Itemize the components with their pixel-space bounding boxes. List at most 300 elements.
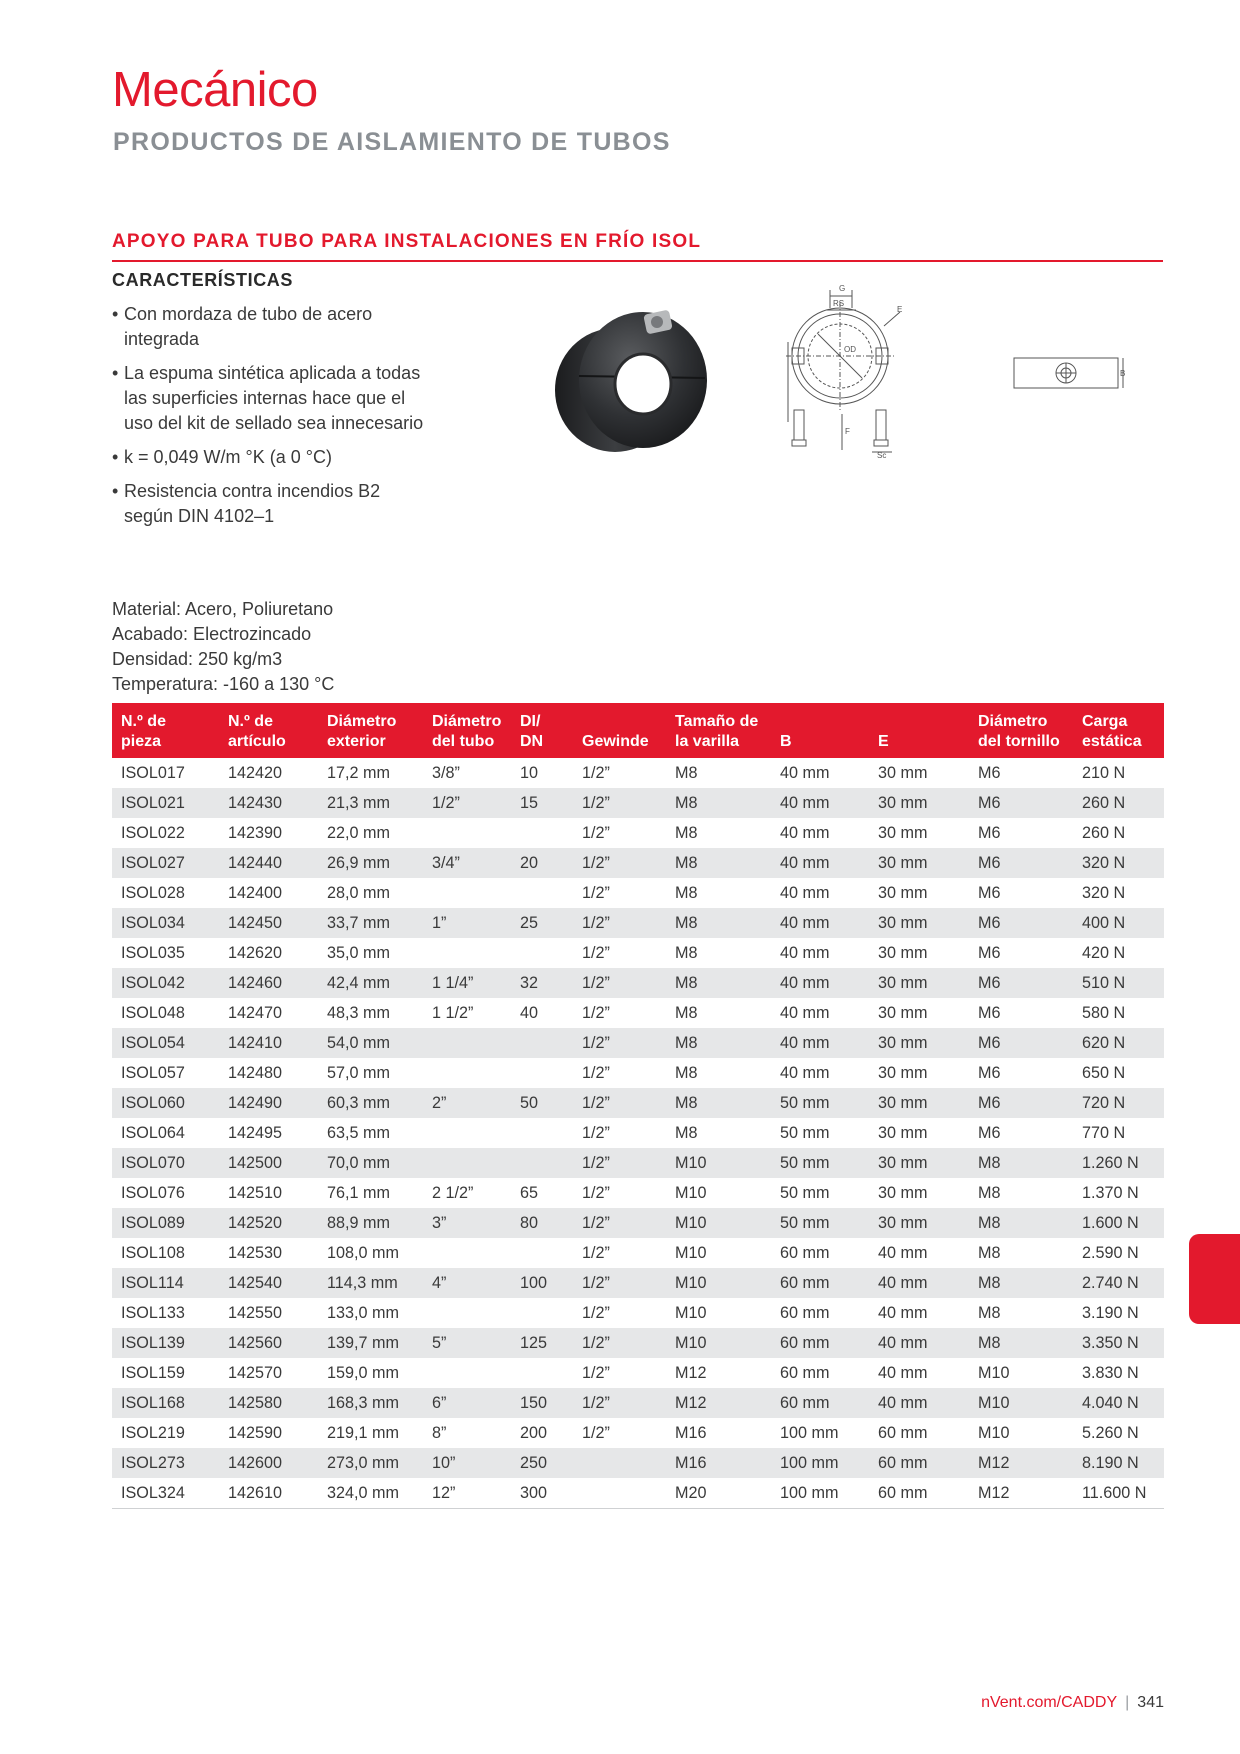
table-cell: 30 mm: [878, 1184, 928, 1202]
table-cell: M8: [675, 1064, 698, 1082]
spec-density: Densidad: 250 kg/m3: [112, 649, 283, 669]
table-cell: ISOL017: [121, 764, 185, 782]
table-cell: 57,0 mm: [327, 1064, 390, 1082]
table-cell: M8: [978, 1244, 1001, 1262]
table-cell: M10: [666, 1328, 771, 1358]
table-cell: 3.190 N: [1082, 1304, 1139, 1322]
table-cell: M8: [666, 908, 771, 938]
bullet-icon: •: [112, 304, 119, 324]
table-cell: M6: [969, 788, 1073, 818]
table-cell: 40 mm: [771, 908, 869, 938]
table-cell: 1”: [423, 908, 511, 938]
table-cell: 1/2”: [573, 848, 666, 878]
table-cell: 142570: [228, 1364, 283, 1382]
table-cell: 10”: [423, 1448, 511, 1478]
table-cell: M6: [969, 1028, 1073, 1058]
table-cell: 273,0 mm: [318, 1448, 423, 1478]
feature-item: • Con mordaza de tubo de acero integrada: [112, 304, 373, 349]
page-footer: [981, 1694, 1164, 1712]
table-cell: [511, 1118, 573, 1148]
table-cell: 26,9 mm: [318, 848, 423, 878]
table-header-cell: B: [771, 703, 869, 758]
table-cell: 8”: [432, 1424, 447, 1442]
table-cell: 1/2”: [582, 1244, 610, 1262]
table-cell: ISOL035: [121, 944, 185, 962]
table-cell: 1.370 N: [1082, 1184, 1139, 1202]
table-cell: 30 mm: [878, 944, 928, 962]
table-header-cell: Gewinde: [573, 703, 666, 758]
table-cell: 5.260 N: [1082, 1424, 1139, 1442]
table-cell: 40 mm: [771, 1028, 869, 1058]
table-cell: 5”: [423, 1328, 511, 1358]
feature-item: • La espuma sintética aplicada a todas las superficies internas hace que el uso del kit de sellado sea innecesario: [112, 363, 424, 433]
spec-material: Material: Acero, Poliuretano: [112, 599, 334, 619]
table-cell: 142520: [219, 1208, 318, 1238]
table-cell: 1/2”: [573, 1208, 666, 1238]
table-cell: [511, 1238, 573, 1268]
spec-finish: Acabado: Electrozincado: [112, 624, 312, 644]
table-cell: 30 mm: [878, 884, 928, 902]
table-row: [112, 998, 1164, 1028]
table-cell: 30 mm: [878, 1064, 928, 1082]
table-cell: 1/2”: [573, 1088, 666, 1118]
table-cell: 60 mm: [869, 1448, 969, 1478]
table-cell: 60 mm: [869, 1478, 969, 1509]
table-cell: M8: [666, 848, 771, 878]
table-cell: M10: [675, 1304, 707, 1322]
table-cell: ISOL054: [112, 1028, 219, 1058]
table-cell: [423, 878, 511, 908]
table-cell: 142560: [219, 1328, 318, 1358]
table-cell: 100 mm: [780, 1424, 839, 1442]
table-cell: 80: [511, 1208, 573, 1238]
table-cell: ISOL324: [112, 1478, 219, 1509]
table-cell: ISOL089: [112, 1208, 219, 1238]
table-cell: M16: [666, 1448, 771, 1478]
table-cell: 1/2”: [423, 788, 511, 818]
table-cell: 25: [511, 908, 573, 938]
table-cell: 30 mm: [869, 1148, 969, 1178]
table-cell: 1/2”: [582, 1004, 610, 1022]
table-cell: 420 N: [1082, 944, 1126, 962]
side-view-drawing: [1010, 352, 1130, 394]
table-cell: 1/2”: [573, 1028, 666, 1058]
table-cell: 54,0 mm: [318, 1028, 423, 1058]
table-cell: 48,3 mm: [327, 1004, 390, 1022]
table-cell: 168,3 mm: [318, 1388, 423, 1418]
table-cell: ISOL108: [121, 1244, 185, 1262]
table-cell: 30 mm: [869, 1028, 969, 1058]
table-header-cell: E: [869, 703, 969, 758]
table-cell: ISOL027: [112, 848, 219, 878]
table-cell: 21,3 mm: [318, 788, 423, 818]
table-cell: 100: [511, 1268, 573, 1298]
table-header-cell: Tamaño de la varilla: [666, 703, 771, 758]
bullet-icon: •: [112, 481, 119, 501]
table-cell: 17,2 mm: [327, 764, 390, 782]
table-cell: 35,0 mm: [327, 944, 390, 962]
table-cell: M10: [675, 1244, 707, 1262]
table-cell: 142420: [228, 764, 283, 782]
table-row: [112, 1298, 1164, 1328]
footer-separator: |: [1125, 1694, 1130, 1711]
table-header-cell: N.º de pieza: [112, 703, 219, 758]
table-cell: ISOL064: [121, 1124, 185, 1142]
table-row: [112, 1028, 1164, 1058]
table-cell: 1/2”: [573, 908, 666, 938]
table-cell: ISOL042: [112, 968, 219, 998]
table-cell: M6: [978, 764, 1001, 782]
table-cell: M8: [969, 1148, 1073, 1178]
material-specs: [112, 597, 334, 697]
table-cell: 88,9 mm: [318, 1208, 423, 1238]
table-cell: [423, 1058, 511, 1088]
table-cell: 324,0 mm: [318, 1478, 423, 1509]
table-cell: 108,0 mm: [327, 1244, 399, 1262]
table-cell: 50 mm: [780, 1124, 830, 1142]
table-cell: 20: [511, 848, 573, 878]
table-cell: 40 mm: [780, 1004, 830, 1022]
table-cell: 142500: [219, 1148, 318, 1178]
table-cell: M8: [969, 1268, 1073, 1298]
table-cell: M6: [978, 944, 1001, 962]
table-cell: [511, 1058, 573, 1088]
table-cell: M10: [978, 1364, 1010, 1382]
table-cell: 50 mm: [771, 1148, 869, 1178]
table-cell: 133,0 mm: [327, 1304, 399, 1322]
table-cell: [423, 1028, 511, 1058]
front-view-drawing: [780, 282, 910, 462]
table-cell: 1/2”: [582, 1364, 610, 1382]
table-cell: 30 mm: [878, 764, 928, 782]
footer-website-link[interactable]: nVent.com/CADDY: [981, 1694, 1118, 1711]
table-cell: 1/2”: [582, 884, 610, 902]
table-cell: ISOL219: [121, 1424, 185, 1442]
table-cell: ISOL159: [121, 1364, 185, 1382]
table-cell: 260 N: [1073, 788, 1164, 818]
table-row: [112, 1328, 1164, 1358]
product-photo: [545, 300, 715, 460]
table-cell: 1 1/2”: [432, 1004, 474, 1022]
table-cell: M10: [666, 1148, 771, 1178]
table-cell: 1.260 N: [1073, 1148, 1164, 1178]
table-cell: 142530: [228, 1244, 283, 1262]
table-cell: 400 N: [1073, 908, 1164, 938]
table-cell: 40 mm: [869, 1388, 969, 1418]
table-cell: ISOL070: [112, 1148, 219, 1178]
dim-label-g: G: [839, 284, 846, 293]
table-cell: ISOL133: [121, 1304, 185, 1322]
table-header-row: [112, 703, 1164, 758]
table-cell: ISOL114: [112, 1268, 219, 1298]
table-cell: ISOL076: [121, 1184, 185, 1202]
table-cell: 8.190 N: [1073, 1448, 1164, 1478]
product-table: [112, 703, 1164, 1509]
table-cell: 142510: [228, 1184, 283, 1202]
table-cell: M20: [666, 1478, 771, 1509]
table-cell: 114,3 mm: [318, 1268, 423, 1298]
page-number: 341: [1137, 1694, 1164, 1711]
table-cell: 6”: [423, 1388, 511, 1418]
table-cell: 142490: [219, 1088, 318, 1118]
table-cell: 30 mm: [869, 1208, 969, 1238]
table-cell: 2 1/2”: [432, 1184, 474, 1202]
table-cell: [573, 1478, 666, 1509]
table-cell: 210 N: [1082, 764, 1126, 782]
table-cell: 40 mm: [771, 848, 869, 878]
table-row: [112, 1088, 1164, 1118]
table-cell: 60 mm: [771, 1328, 869, 1358]
table-cell: 142550: [228, 1304, 283, 1322]
table-cell: [423, 1298, 511, 1328]
table-cell: 3.830 N: [1082, 1364, 1139, 1382]
table-cell: [511, 938, 573, 968]
table-cell: 142390: [228, 824, 283, 842]
table-cell: 76,1 mm: [327, 1184, 390, 1202]
table-cell: ISOL060: [112, 1088, 219, 1118]
table-row: [112, 1418, 1164, 1448]
dim-label-od: OD: [844, 345, 856, 354]
table-cell: [573, 1448, 666, 1478]
table-cell: 3”: [423, 1208, 511, 1238]
table-cell: M6: [978, 884, 1001, 902]
table-cell: 30 mm: [869, 848, 969, 878]
table-cell: 3/4”: [423, 848, 511, 878]
table-cell: 1/2”: [573, 788, 666, 818]
table-cell: 1/2”: [573, 1148, 666, 1178]
table-row: [112, 908, 1164, 938]
table-cell: 142470: [228, 1004, 283, 1022]
table-cell: 1/2”: [582, 1124, 610, 1142]
feature-item: • Resistencia contra incendios B2 según DIN 4102–1: [112, 481, 381, 526]
table-cell: [423, 1118, 511, 1148]
table-cell: M8: [675, 1004, 698, 1022]
table-cell: 142600: [219, 1448, 318, 1478]
table-cell: 142495: [228, 1124, 283, 1142]
table-row: [112, 1118, 1164, 1148]
table-row: [112, 878, 1164, 908]
table-cell: 70,0 mm: [318, 1148, 423, 1178]
table-cell: 50 mm: [771, 1208, 869, 1238]
table-row: [112, 938, 1164, 968]
table-header-cell: Diámetro exterior: [318, 703, 423, 758]
table-cell: ISOL139: [112, 1328, 219, 1358]
table-cell: M8: [675, 764, 698, 782]
table-row: [112, 1148, 1164, 1178]
table-header-cell: Diámetro del tornillo: [969, 703, 1073, 758]
table-cell: M8: [666, 968, 771, 998]
table-cell: 1/2”: [573, 968, 666, 998]
table-cell: 142540: [219, 1268, 318, 1298]
table-cell: 40 mm: [869, 1328, 969, 1358]
table-cell: 4”: [423, 1268, 511, 1298]
table-cell: 159,0 mm: [327, 1364, 399, 1382]
bullet-icon: •: [112, 363, 119, 383]
table-header-cell: Carga estática: [1073, 703, 1164, 758]
bullet-icon: •: [112, 447, 119, 467]
table-cell: 30 mm: [869, 968, 969, 998]
table-cell: 2.590 N: [1082, 1244, 1139, 1262]
table-cell: M12: [666, 1388, 771, 1418]
table-cell: 40 mm: [878, 1304, 928, 1322]
features-heading: CARACTERÍSTICAS: [112, 270, 294, 290]
table-cell: 60 mm: [780, 1244, 830, 1262]
dim-label-rs: RS: [833, 299, 845, 308]
table-cell: 650 N: [1082, 1064, 1126, 1082]
table-cell: ISOL057: [121, 1064, 185, 1082]
table-cell: M10: [978, 1424, 1010, 1442]
table-cell: 60 mm: [878, 1424, 928, 1442]
table-cell: 50 mm: [780, 1184, 830, 1202]
table-cell: 142430: [219, 788, 318, 818]
table-cell: ISOL021: [112, 788, 219, 818]
table-cell: 40 mm: [780, 1064, 830, 1082]
table-row: [112, 818, 1164, 848]
table-cell: 60 mm: [771, 1268, 869, 1298]
table-row: [112, 848, 1164, 878]
table-cell: 100 mm: [771, 1448, 869, 1478]
table-cell: 3/8”: [432, 764, 460, 782]
table-cell: 22,0 mm: [327, 824, 390, 842]
table-cell: 142620: [228, 944, 283, 962]
dim-label-e: E: [897, 305, 903, 314]
table-cell: 3.350 N: [1073, 1328, 1164, 1358]
table-cell: 40 mm: [869, 1268, 969, 1298]
table-cell: 50: [511, 1088, 573, 1118]
table-cell: 1/2”: [582, 944, 610, 962]
table-cell: 30 mm: [869, 788, 969, 818]
table-cell: 1/2”: [582, 1304, 610, 1322]
table-cell: 2”: [423, 1088, 511, 1118]
table-cell: 1.600 N: [1073, 1208, 1164, 1238]
table-cell: M8: [675, 884, 698, 902]
table-cell: M6: [978, 1064, 1001, 1082]
table-cell: 15: [511, 788, 573, 818]
table-cell: M16: [675, 1424, 707, 1442]
table-cell: M10: [666, 1208, 771, 1238]
table-cell: 12”: [423, 1478, 511, 1509]
table-cell: 50 mm: [771, 1088, 869, 1118]
table-cell: 720 N: [1073, 1088, 1164, 1118]
table-cell: M6: [978, 824, 1001, 842]
table-cell: 11.600 N: [1073, 1478, 1164, 1509]
table-cell: 1/2”: [573, 1388, 666, 1418]
table-cell: M12: [969, 1478, 1073, 1509]
feature-item: • k = 0,049 W/m °K (a 0 °C): [112, 445, 432, 470]
table-row: [112, 968, 1164, 998]
table-cell: 40 mm: [780, 764, 830, 782]
table-cell: [511, 1358, 573, 1388]
table-cell: [423, 1148, 511, 1178]
dim-label-sc: Sc: [877, 451, 887, 460]
table-cell: [511, 1148, 573, 1178]
table-cell: M6: [969, 848, 1073, 878]
table-cell: 40 mm: [780, 824, 830, 842]
table-cell: 1 1/4”: [423, 968, 511, 998]
table-header-cell: Diámetro del tubo: [423, 703, 511, 758]
table-cell: 250: [511, 1448, 573, 1478]
table-cell: 580 N: [1082, 1004, 1126, 1022]
table-cell: ISOL034: [112, 908, 219, 938]
table-cell: 60 mm: [771, 1388, 869, 1418]
table-cell: 219,1 mm: [327, 1424, 399, 1442]
table-cell: 1/2”: [573, 1328, 666, 1358]
table-cell: 30 mm: [869, 908, 969, 938]
table-cell: ISOL022: [121, 824, 185, 842]
table-row: [112, 1358, 1164, 1388]
table-cell: 1/2”: [582, 764, 610, 782]
table-cell: ISOL048: [121, 1004, 185, 1022]
table-cell: M8: [978, 1304, 1001, 1322]
table-cell: 510 N: [1073, 968, 1164, 998]
table-cell: 60 mm: [780, 1304, 830, 1322]
table-cell: 620 N: [1073, 1028, 1164, 1058]
table-cell: 142410: [219, 1028, 318, 1058]
table-cell: ISOL168: [112, 1388, 219, 1418]
page-title: Mecánico: [112, 63, 318, 117]
table-row: [112, 1448, 1164, 1478]
table-cell: 33,7 mm: [318, 908, 423, 938]
table-cell: M10: [666, 1268, 771, 1298]
table-cell: 42,4 mm: [318, 968, 423, 998]
table-cell: 10: [520, 764, 539, 782]
table-cell: 2.740 N: [1073, 1268, 1164, 1298]
table-cell: M10: [969, 1388, 1073, 1418]
table-cell: 125: [511, 1328, 573, 1358]
table-cell: 28,0 mm: [327, 884, 390, 902]
table-cell: 142460: [219, 968, 318, 998]
table-row: [112, 758, 1164, 788]
table-cell: 142590: [228, 1424, 283, 1442]
table-cell: 30 mm: [878, 824, 928, 842]
table-cell: [511, 818, 573, 848]
table-cell: M6: [978, 1004, 1001, 1022]
table-cell: [423, 938, 511, 968]
table-cell: 40 mm: [878, 1364, 928, 1382]
table-cell: M8: [666, 1088, 771, 1118]
table-cell: [511, 878, 573, 908]
table-cell: 300: [511, 1478, 573, 1509]
table-row: [112, 1208, 1164, 1238]
table-cell: 142440: [219, 848, 318, 878]
table-cell: 142610: [219, 1478, 318, 1509]
table-cell: M12: [675, 1364, 707, 1382]
table-cell: 40 mm: [771, 968, 869, 998]
table-cell: 1/2”: [582, 1184, 610, 1202]
page-subtitle: PRODUCTOS DE AISLAMIENTO DE TUBOS: [113, 128, 671, 156]
table-cell: M12: [969, 1448, 1073, 1478]
table-cell: 320 N: [1082, 884, 1126, 902]
table-cell: 1/2”: [582, 824, 610, 842]
features-list: [112, 302, 432, 538]
table-cell: ISOL028: [121, 884, 185, 902]
table-cell: 40: [520, 1004, 539, 1022]
table-cell: 60 mm: [780, 1364, 830, 1382]
table-cell: 142480: [228, 1064, 283, 1082]
table-cell: 139,7 mm: [318, 1328, 423, 1358]
table-row: [112, 1478, 1164, 1509]
table-cell: 30 mm: [878, 1004, 928, 1022]
table-cell: M8: [969, 1208, 1073, 1238]
table-row: [112, 1238, 1164, 1268]
dim-label-b: B: [1120, 369, 1126, 378]
section-title: APOYO PARA TUBO PARA INSTALACIONES EN FRÍO ISOL: [112, 231, 1163, 262]
table-cell: 40 mm: [771, 788, 869, 818]
table-cell: 142450: [219, 908, 318, 938]
table-cell: M10: [675, 1184, 707, 1202]
table-row: [112, 788, 1164, 818]
table-header-cell: DI/ DN: [511, 703, 573, 758]
